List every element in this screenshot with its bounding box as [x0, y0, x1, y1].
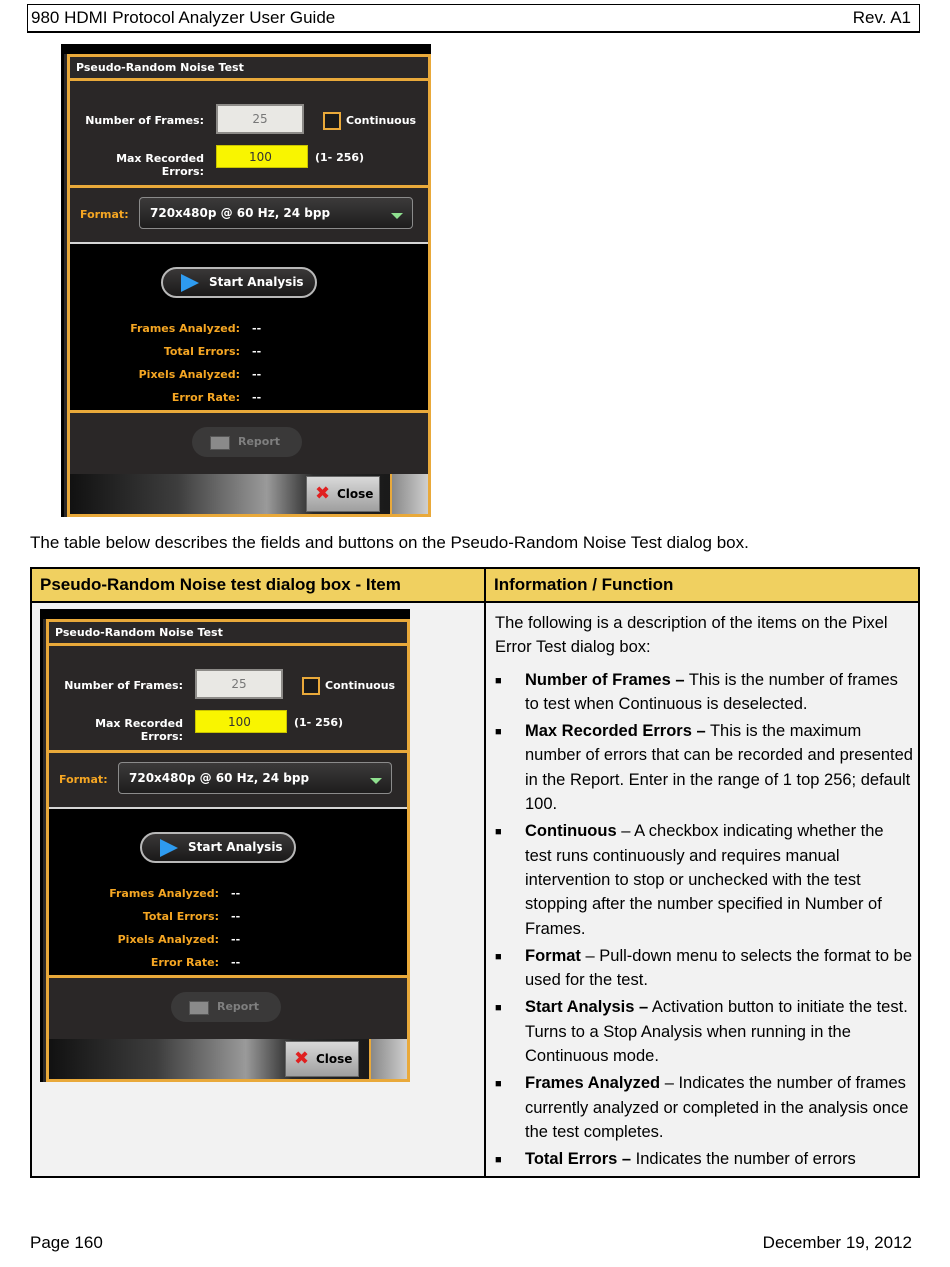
- description-list: [495, 668, 913, 1172]
- frames-analyzed-value: --: [252, 322, 262, 335]
- report-label: Report: [217, 1000, 260, 1013]
- item-text: Activation button to initiate the test. Turns to a Stop Analysis when running in the Continuous mode.: [525, 998, 908, 1066]
- page-number: Page 160: [30, 1233, 103, 1252]
- error-rate-value: --: [252, 391, 262, 404]
- dropdown-arrow-icon: [370, 778, 382, 784]
- frames-input[interactable]: 25: [216, 104, 304, 134]
- format-dropdown[interactable]: [139, 197, 413, 229]
- frames-section: [49, 646, 407, 753]
- dialog-footer-bar: [49, 1039, 407, 1079]
- format-dropdown[interactable]: [118, 762, 392, 794]
- continuous-label: Continuous: [325, 679, 396, 692]
- dialog-title: Pseudo-Random Noise Test: [49, 622, 407, 646]
- continuous-checkbox[interactable]: [323, 112, 341, 130]
- error-rate-label: Error Rate:: [150, 956, 219, 969]
- item-term: Total Errors –: [525, 1150, 632, 1169]
- item-text: This is the number of frames to test when Continuous is deselected.: [525, 670, 898, 713]
- list-item: [495, 995, 913, 1068]
- pixels-analyzed-label: Pixels Analyzed:: [138, 368, 240, 381]
- item-text: – A checkbox indicating whether the test runs continuously and requires manual intervention to stop or unchecked with the test stopping after the number specified in Number of Frames.: [525, 822, 884, 938]
- analysis-section: [70, 242, 428, 413]
- frames-analyzed-label: Frames Analyzed:: [130, 322, 240, 335]
- list-item: [495, 668, 913, 717]
- start-analysis-button[interactable]: [140, 832, 296, 863]
- dialog-footer-bar: [70, 474, 428, 514]
- report-icon: [189, 1001, 209, 1015]
- frames-label: Number of Frames:: [85, 114, 204, 127]
- item-text: This is the maximum number of errors that can be recorded and presented in the Report. Enter in the range of 1 top 256; default 100.: [525, 722, 913, 814]
- total-errors-label: Total Errors:: [163, 345, 240, 358]
- play-icon: [181, 274, 199, 292]
- dialog-frame: [67, 54, 431, 517]
- total-errors-value: --: [252, 345, 262, 358]
- revision: Rev. A1: [852, 8, 911, 27]
- error-rate-value: --: [231, 956, 241, 969]
- column-divider: [484, 569, 486, 1176]
- play-icon: [160, 839, 178, 857]
- max-errors-input[interactable]: 100: [195, 710, 287, 733]
- item-term: Max Recorded Errors –: [525, 722, 706, 741]
- pixels-analyzed-label: Pixels Analyzed:: [117, 933, 219, 946]
- format-section: [70, 188, 428, 245]
- report-button[interactable]: [171, 992, 281, 1022]
- close-x-icon: ✖: [315, 483, 331, 504]
- bullet-icon: ■: [495, 674, 502, 687]
- list-item: [495, 1147, 913, 1171]
- start-analysis-label: Start Analysis: [209, 275, 304, 289]
- pixels-analyzed-value: --: [231, 933, 241, 946]
- col1-header: Pseudo-Random Noise test dialog box - Item: [32, 569, 484, 603]
- format-section: [49, 753, 407, 810]
- frames-section: [70, 81, 428, 188]
- max-errors-label: Max Recorded Errors:: [116, 152, 204, 178]
- report-section: [70, 413, 428, 471]
- format-label: Format:: [59, 773, 108, 786]
- bullet-icon: ■: [495, 950, 502, 963]
- list-item: [495, 1071, 913, 1144]
- item-text: Indicates the number of errors: [631, 1150, 856, 1169]
- report-button[interactable]: [192, 427, 302, 457]
- report-icon: [210, 436, 230, 450]
- item-text: – Indicates the number of frames currently analyzed or completed in the analysis once the test completes.: [525, 1074, 909, 1141]
- corner-tab: [390, 474, 428, 514]
- start-analysis-button[interactable]: [161, 267, 317, 298]
- max-errors-label: Max Recorded Errors:: [95, 717, 183, 743]
- report-label: Report: [238, 435, 281, 448]
- list-item: [495, 719, 913, 816]
- frames-input[interactable]: 25: [195, 669, 283, 699]
- frames-label: Number of Frames:: [64, 679, 183, 692]
- bullet-icon: ■: [495, 726, 502, 739]
- dialog-screenshot-table: [40, 609, 410, 1082]
- bullet-icon: ■: [495, 1002, 502, 1015]
- col2-header: Information / Function: [486, 569, 918, 603]
- page-date: December 19, 2012: [762, 1233, 912, 1252]
- dropdown-arrow-icon: [391, 213, 403, 219]
- close-button[interactable]: [306, 476, 380, 512]
- description-intro: The following is a description of the items on the Pixel Error Test dialog box:: [495, 614, 888, 657]
- report-section: [49, 978, 407, 1036]
- description-text: [495, 611, 913, 1175]
- max-errors-input[interactable]: 100: [216, 145, 308, 168]
- bullet-icon: ■: [495, 826, 502, 839]
- continuous-checkbox[interactable]: [302, 677, 320, 695]
- frames-analyzed-label: Frames Analyzed:: [109, 887, 219, 900]
- frames-analyzed-value: --: [231, 887, 241, 900]
- document-title: 980 HDMI Protocol Analyzer User Guide: [31, 8, 336, 27]
- item-term: Number of Frames –: [525, 670, 685, 689]
- format-label: Format:: [80, 208, 129, 221]
- start-analysis-label: Start Analysis: [188, 840, 283, 854]
- total-errors-value: --: [231, 910, 241, 923]
- pixels-analyzed-value: --: [252, 368, 262, 381]
- corner-tab: [369, 1039, 407, 1079]
- dialog-frame: [46, 619, 410, 1082]
- range-hint: (1- 256): [294, 716, 344, 729]
- bullet-icon: ■: [495, 1154, 502, 1167]
- list-item: [495, 944, 913, 993]
- close-label: Close: [316, 1052, 353, 1066]
- item-term: Frames Analyzed: [525, 1074, 661, 1093]
- format-value: 720x480p @ 60 Hz, 24 bpp: [129, 771, 310, 785]
- item-term: Start Analysis –: [525, 998, 649, 1017]
- continuous-label: Continuous: [346, 114, 417, 127]
- error-rate-label: Error Rate:: [171, 391, 240, 404]
- close-button[interactable]: [285, 1041, 359, 1077]
- total-errors-label: Total Errors:: [142, 910, 219, 923]
- page-header: [27, 4, 920, 33]
- item-term: Format: [525, 946, 581, 965]
- item-text: – Pull-down menu to selects the format to be used for the test.: [525, 946, 913, 990]
- format-value: 720x480p @ 60 Hz, 24 bpp: [150, 206, 331, 220]
- dialog-screenshot-top: [61, 44, 431, 517]
- item-term: Continuous: [525, 822, 617, 841]
- analysis-section: [49, 807, 407, 978]
- close-label: Close: [337, 487, 374, 501]
- intro-text: The table below describes the fields and buttons on the Pseudo-Random Noise Test dialog box.: [30, 533, 749, 552]
- close-x-icon: ✖: [294, 1048, 310, 1069]
- bullet-icon: ■: [495, 1078, 502, 1091]
- list-item: [495, 819, 913, 940]
- dialog-title: Pseudo-Random Noise Test: [70, 57, 428, 81]
- description-table: [30, 567, 920, 1178]
- range-hint: (1- 256): [315, 151, 365, 164]
